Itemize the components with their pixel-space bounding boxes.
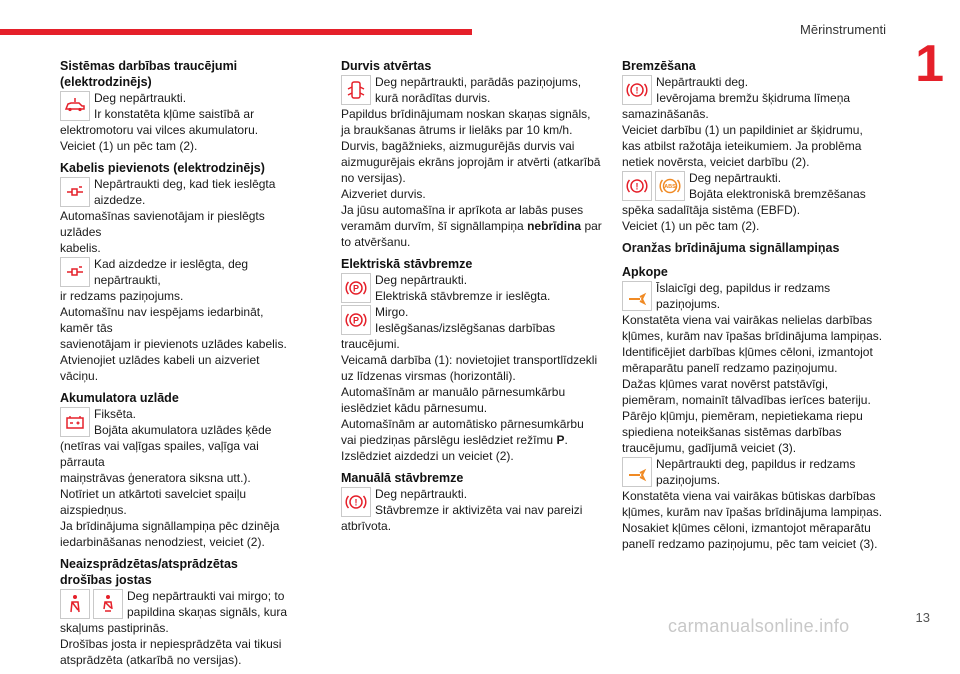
section-electric-parking-brake: Elektriskā stāvbremze P Deg nepārtraukti. Elektriskā stāvbremze ir ieslēgta. P Mirgo. Ieslēgšanas/izslēgšanas darbības traucējumi. Veicamā darbība (1): novietojiet transportlīdzekli uz līdzenas virsmas (horizontāli). Automašīnām ar manuālo pārnesumkārbu ieslēdziet kādu pārnesumu. Automašīnām ar automātisko pārnesumkārbu vai piedziņas pārslēgu ieslēdziet režīmu P. Izslēdziet aizdedzi un veiciet (2). bbox=[341, 256, 605, 464]
section-title: Durvis atvērtas bbox=[341, 59, 432, 73]
page-header-title: Mērinstrumenti bbox=[800, 22, 886, 37]
svg-text:P: P bbox=[352, 315, 360, 326]
section-system-fault: Sistēmas darbības traucējumi (elektrodzinējs) Deg nepārtraukti. Ir konstatēta kļūme saistībā ar elektromotoru vai vilces akumulatoru. Veiciet (1) un pēc tam (2). bbox=[60, 58, 292, 154]
plug-icon bbox=[60, 177, 90, 207]
battery-icon bbox=[60, 407, 90, 437]
section-title: Neaizsprādzētas/atsprādzētas drošības jostas bbox=[60, 557, 238, 587]
chapter-number: 1 bbox=[915, 35, 944, 93]
section-title: Akumulatora uzlāde bbox=[60, 391, 179, 405]
abs-icon bbox=[655, 171, 685, 201]
header-accent-bar bbox=[0, 29, 472, 35]
section-service: Apkope Īslaicīgi deg, papildus ir redzams paziņojums. Konstatēta viena vai vairākas nelielas darbības kļūmes, kurām nav īpašas brīdinājuma lampiņas. Identificējiet darbības kļūmes cēloni, izmantojot mēraparātu panelī redzamo paziņojumu. Dažas kļūmes varat novērst patstāvīgi, piemēram, nomainīt tālvadības ierīces bateriju. Pārējo kļūmju, piemēram, nepietiekama riepu spiediena noteikšanas sistēmas darbības traucējumu, gadījumā veiciet (3). Nepārtraukti deg, papildus ir redzams paziņojums. Konstatēta viena vai vairākas būtiskas darbības kļūmes, kurām nav īpašas brīdinājuma lampiņas. Nosakiet kļūmes cēloni, izmantojot mēraparātu panelī redzamo paziņojumu, pēc tam veiciet (3). bbox=[622, 265, 883, 551]
section-braking: Bremzēšana ! Nepārtraukti deg. Ievērojama bremžu šķidruma līmeņa samazināšanās. Veiciet darbību (1) un papildiniet ar šķidrumu, kas atbilst ražotāja ieteikumiem. Ja problēma netiek novērsta, veiciet darbību (2). ! ABS Deg nepārtraukti. Bojāta elektroniskā bremzēšanas spēka sadalītāja sistēma (EBFD). Veiciet (1) un pēc tam (2). bbox=[622, 58, 884, 234]
brake-warning-icon bbox=[341, 487, 371, 517]
section-cable-connected: Kabelis pievienots (elektrodzinējs) Nepārtraukti deg, kad tiek ieslēgta aizdedze. Automašīnas savienotājam ir pieslēgts uzlādes kabelis. Kad aizdedze ir ieslēgta, deg nepārtraukti, ir redzams paziņojums. Automašīnu nav iespējams iedarbināt, kamēr tās savienotājam ir pievienots uzlādes kabelis. Atvienojiet uzlādes kabeli un aizveriet vāciņu. bbox=[60, 160, 292, 384]
svg-text:P: P bbox=[352, 283, 360, 294]
column-2 bbox=[341, 58, 605, 540]
brake-warning-icon bbox=[622, 75, 652, 105]
svg-text:!: ! bbox=[354, 497, 358, 508]
column-3 bbox=[622, 58, 884, 558]
seatbelt-rear-icon bbox=[93, 589, 123, 619]
section-title: Kabelis pievienots (elektrodzinējs) bbox=[60, 161, 265, 175]
parking-brake-icon bbox=[341, 305, 371, 335]
car-fault-icon bbox=[60, 91, 90, 121]
plug-icon bbox=[60, 257, 90, 287]
section-doors-open: Durvis atvērtas Deg nepārtraukti, parādās paziņojums, kurā norādītas durvis. Papildus brīdinājumam noskan skaņas signāls, ja braukšanas ātrums ir lielāks par 10 km/h. Durvis, bagāžnieks, aizmugurējās durvis vai aizmugurējais ekrāns joprojām ir atvērti (atkarībā no versijas). Aizveriet durvis. Ja jūsu automašīna ir aprīkota ar labās puses veramām durvīm, šī signāllampiņa nebrīdina par to atvēršanu. bbox=[341, 58, 605, 250]
section-manual-parking-brake: Manuālā stāvbremze ! Deg nepārtraukti. Stāvbremze ir aktivizēta vai nav pareizi atbrīvota. bbox=[341, 470, 605, 534]
parking-brake-icon bbox=[341, 273, 371, 303]
section-seatbelts: Neaizsprādzētas/atsprādzētas drošības jostas Deg nepārtraukti vai mirgo; to papildina skaņas signāls, kura skaļums pastiprinās. Drošības josta ir nepiesprādzēta vai tikusi atsprādzēta (atkarībā no versijas). bbox=[60, 556, 292, 668]
watermark: carmanualsonline.info bbox=[668, 616, 850, 636]
open-door-icon bbox=[341, 75, 371, 105]
svg-text:!: ! bbox=[635, 181, 639, 192]
abs-label: ABS bbox=[664, 184, 676, 190]
brake-warning-icon bbox=[622, 171, 652, 201]
page-number: 13 bbox=[915, 610, 930, 625]
column-1 bbox=[60, 58, 292, 674]
seatbelt-icon bbox=[60, 589, 90, 619]
svg-text:!: ! bbox=[635, 85, 639, 96]
section-battery-charge: Akumulatora uzlāde Fiksēta. Bojāta akumulatora uzlādes ķēde (netīras vai vaļīgas spailes, vaļīga vai pārrauta maiņstrāvas ģeneratora siksna utt.). Notīriet un atkārtoti savelciet spaiļu aizspiedņus. Ja brīdinājuma signāllampiņa pēc dzinēja iedarbināšanas nenodziest, veiciet (2). bbox=[60, 390, 292, 550]
orange-warnings-heading: Oranžas brīdinājuma signāllampiņas bbox=[622, 241, 840, 255]
section-title: Bremzēšana bbox=[622, 59, 696, 73]
wrench-icon bbox=[622, 457, 652, 487]
section-title: Elektriskā stāvbremze bbox=[341, 257, 473, 271]
wrench-icon bbox=[622, 281, 652, 311]
section-title: Manuālā stāvbremze bbox=[341, 471, 464, 485]
section-title: Sistēmas darbības traucējumi (elektrodzinējs) bbox=[60, 59, 238, 89]
section-title: Apkope bbox=[622, 265, 668, 279]
